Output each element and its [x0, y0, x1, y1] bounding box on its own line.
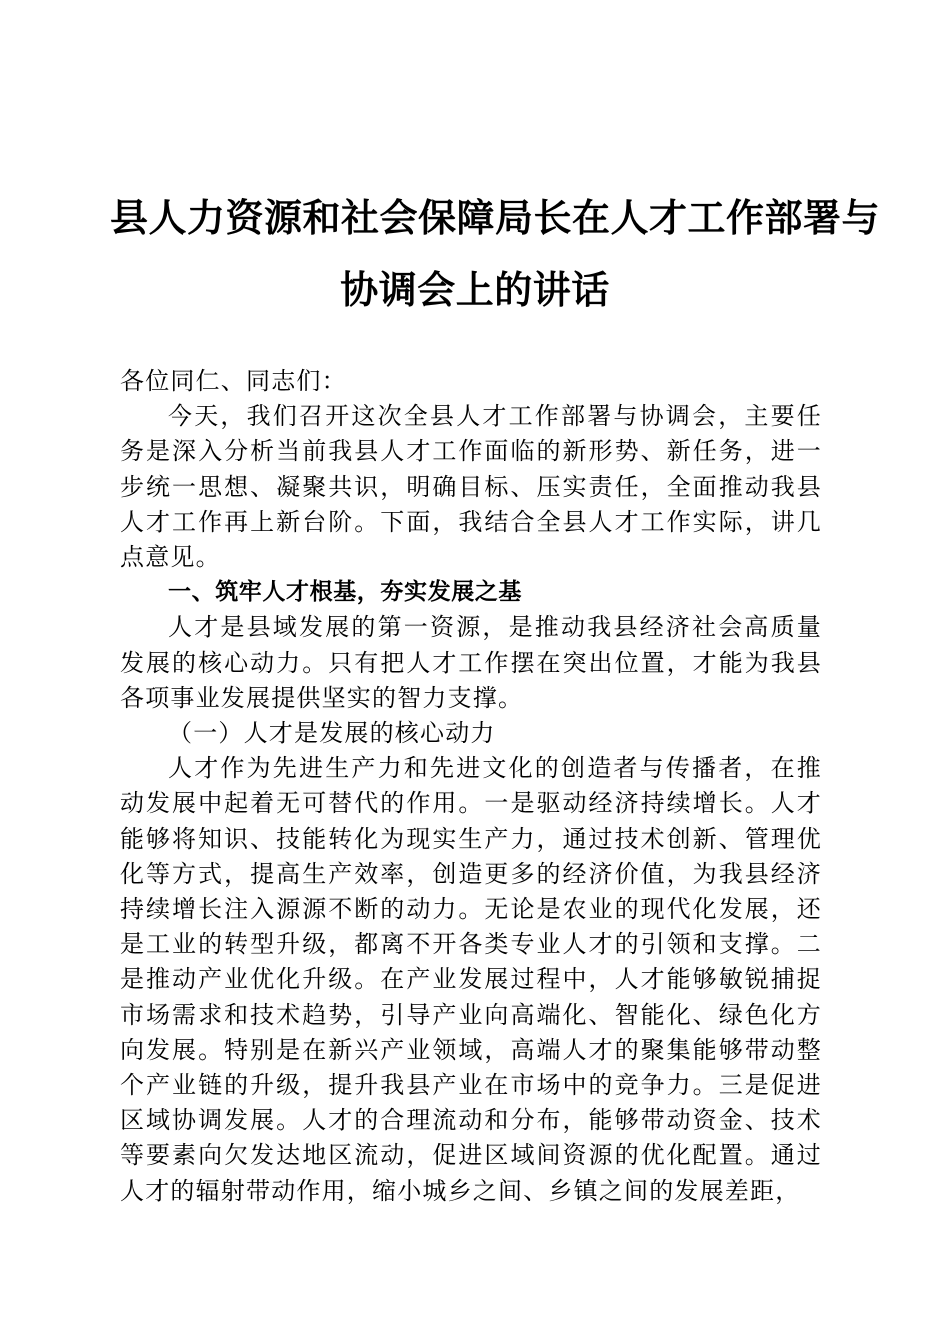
document-title-line-1: 县人力资源和社会保障局长在人才工作部署与	[110, 195, 881, 240]
subsection-1-paragraph: 人才作为先进生产力和先进文化的创造者与传播者，在推动发展中起着无可替代的作用。一是驱动经济持续增长。人才能够将知识、技能转化为现实生产力，通过技术创新、管理优化等方式，提高生产效率，创造更多的经济价值，为我县经济持续增长注入源源不断的动力。无论是农业的现代化发展，还是工业的转型升级，都离不开各类专业人才的引领和支撑。二是推动产业优化升级。在产业发展过程中，人才能够敏锐捕捉市场需求和技术趋势，引导产业向高端化、智能化、绿色化方向发展。特别是在新兴产业领域，高端人才的聚集能够带动整个产业链的升级，提升我县产业在市场中的竞争力。三是促进区域协调发展。人才的合理流动和分布，能够带动资金、技术等要素向欠发达地区流动，促进区域间资源的优化配置。通过人才的辐射带动作用，缩小城乡之间、乡镇之间的发展差距，	[120, 754, 822, 1205]
section-1-paragraph: 人才是县域发展的第一资源，是推动我县经济社会高质量发展的核心动力。只有把人才工作摆在突出位置，才能为我县各项事业发展提供坚实的智力支撑。	[120, 613, 822, 712]
salutation: 各位同仁、同志们：	[120, 367, 347, 395]
section-1-heading: 一、筑牢人才根基，夯实发展之基	[168, 579, 522, 606]
intro-paragraph: 今天，我们召开这次全县人才工作部署与协调会，主要任务是深入分析当前我县人才工作面临的新形势、新任务，进一步统一思想、凝聚共识，明确目标、压实责任，全面推动我县人才工作再上新台阶。下面，我结合全县人才工作实际，讲几点意见。	[120, 402, 822, 572]
document-title-line-2: 协调会上的讲话	[340, 267, 610, 312]
subsection-1-heading: （一）人才是发展的核心动力	[168, 719, 496, 748]
document-body	[120, 364, 822, 1209]
